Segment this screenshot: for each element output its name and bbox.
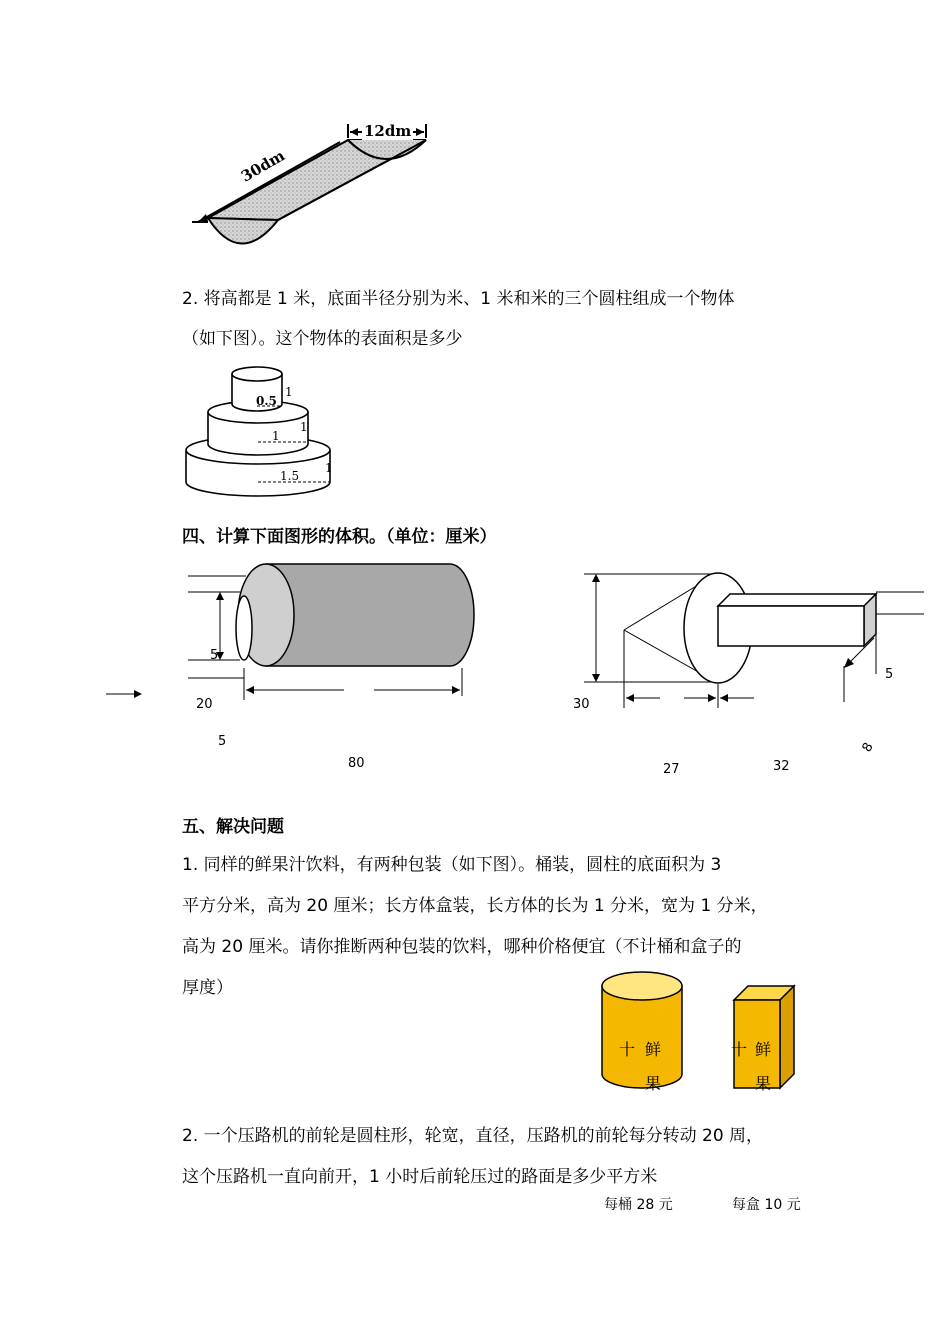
- stacked-cylinders-figure: [182, 360, 342, 500]
- right-fig-8-label: 8: [859, 740, 877, 755]
- left-fig-5-label: 5: [218, 734, 227, 749]
- hollow-cylinder-figure: [100, 560, 480, 710]
- problem1-line4: 厚度）: [182, 978, 233, 998]
- problem2-line1: 2. 一个压路机的前轮是圆柱形，轮宽，直径，压路机的前轮每分转动 20 周，: [182, 1126, 764, 1146]
- can-label-a: 十: [619, 1040, 636, 1059]
- stack-radius-top: 0.5: [256, 394, 277, 408]
- problem1-line2: 平方分米，高为 20 厘米；长方体盒装，长方体的长为 1 分米，宽为 1 分米，: [182, 896, 768, 916]
- q2-line1: 2. 将高都是 1 米，底面半径分别为米、1 米和米的三个圆柱组成一个物体: [182, 289, 735, 309]
- section4-title: 四、计算下面图形的体积。（单位：厘米）: [182, 527, 497, 547]
- box-price: 每盒 10 元: [732, 1197, 801, 1213]
- right-fig-30-label: 30: [573, 697, 590, 712]
- stack-height-mid: 1: [300, 420, 308, 434]
- problem1-line3: 高为 20 厘米。请你推断两种包装的饮料，哪种价格便宜（不计桶和盒子的: [182, 937, 742, 957]
- left-fig-20-label: 20: [196, 697, 213, 712]
- stack-height-bottom: 1: [325, 461, 333, 475]
- problem2-line2: 这个压路机一直向前开，1 小时后前轮压过的路面是多少平方米: [182, 1167, 658, 1187]
- left-fig-d-label: 5: [210, 648, 219, 663]
- can-label-b: 鲜: [645, 1040, 662, 1059]
- box-label-b: 鲜: [755, 1040, 772, 1059]
- composite-solid-figure: [576, 562, 936, 712]
- can-price: 每桶 28 元: [604, 1197, 673, 1213]
- left-fig-80-label: 80: [348, 756, 365, 771]
- box-label-c: 果: [755, 1074, 772, 1093]
- can-label-c: 果: [645, 1074, 662, 1093]
- stack-height-top: 1: [285, 385, 293, 399]
- right-fig-5-label: 5: [885, 667, 894, 682]
- right-fig-32-label: 32: [773, 759, 790, 774]
- problem1-line1: 1. 同样的鲜果汁饮料，有两种包装（如下图）。桶装，圆柱的底面积为 3: [182, 855, 722, 875]
- stack-radius-bottom: 1.5: [280, 469, 300, 483]
- q2-line2: （如下图）。这个物体的表面积是多少: [182, 329, 463, 349]
- stack-radius-mid: 1: [272, 429, 280, 443]
- trough-length-label: 30dm: [238, 146, 288, 186]
- trough-width-label: 12dm: [364, 122, 412, 140]
- box-label-a: 十: [731, 1040, 748, 1059]
- juice-can: [600, 968, 684, 1092]
- section5-title: 五、解决问题: [182, 817, 284, 837]
- right-fig-27-label: 27: [663, 762, 680, 777]
